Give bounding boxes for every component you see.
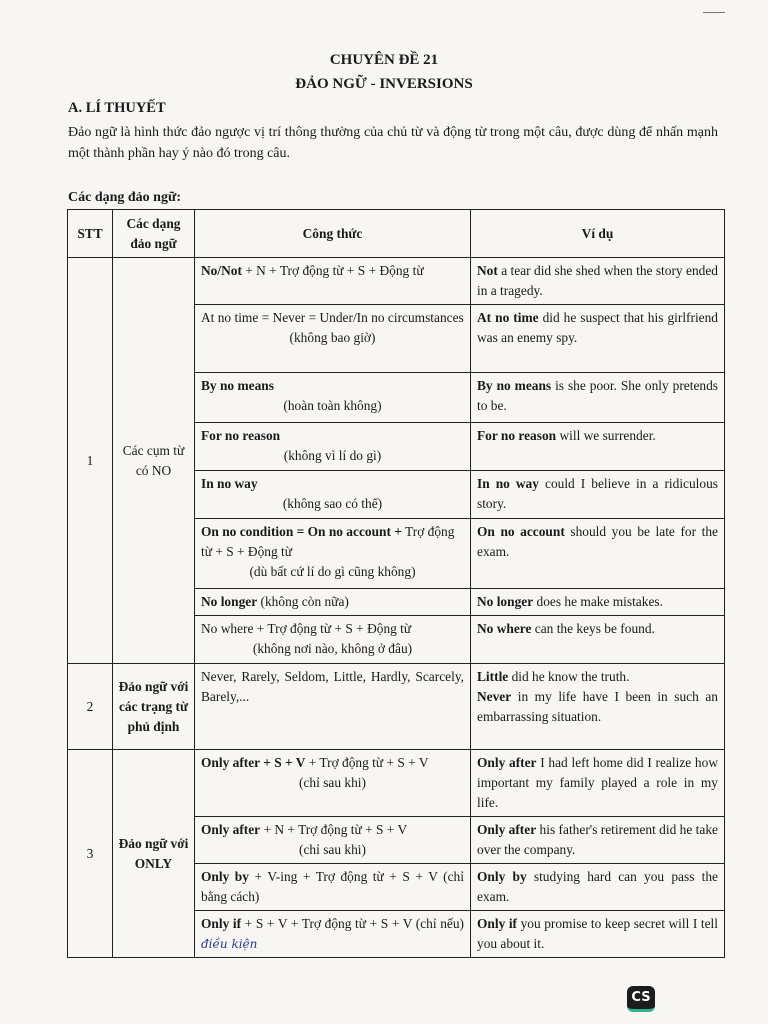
handwritten-note: điều kiện <box>201 937 258 951</box>
document-title: CHUYÊN ĐỀ 21 <box>329 52 439 68</box>
example-cell: No longer does he make mistakes. <box>471 589 725 616</box>
formula-cell: At no time = Never = Under/In no circumstances (không bao giờ) <box>195 305 471 373</box>
category-cell: Các cụm từ có NO <box>113 258 195 664</box>
example-cell: Only by studying hard can you pass the exam. <box>471 864 725 911</box>
example-cell: Little did he know the truth. Never in my life have I been in such an embarrassing situation. <box>471 664 725 750</box>
table-header-row <box>68 210 725 258</box>
example-cell: For no reason will we surrender. <box>471 423 725 471</box>
example-cell: Only after I had left home did I realize how important my family played a role in my life. <box>471 750 725 817</box>
category-cell: Đảo ngữ với các trạng từ phủ định <box>113 664 195 750</box>
formula-cell: On no condition = On no account + Trợ động từ + S + Động từ (dù bất cứ lí do gì cũng không) <box>195 519 471 589</box>
formula-cell: Only after + N + Trợ động từ + S + V (chỉ sau khi) <box>195 817 471 864</box>
example-cell: In no way could I believe in a ridiculous story. <box>471 471 725 519</box>
example-cell: Only if you promise to keep secret will I tell you about it. <box>471 911 725 958</box>
formula-cell: No/Not + N + Trợ động từ + S + Động từ <box>195 258 471 305</box>
formula-cell: Only if + S + V + Trợ động từ + S + V (chỉ nếu) điều kiện <box>195 911 471 958</box>
stt-cell: 1 <box>68 258 113 664</box>
stt-cell: 3 <box>68 750 113 958</box>
formula-cell: No where + Trợ động từ + S + Động từ (không nơi nào, không ở đâu) <box>195 616 471 664</box>
category-cell: Đảo ngữ với ONLY <box>113 750 195 958</box>
stt-cell: 2 <box>68 664 113 750</box>
formula-cell: Only after + S + V + Trợ động từ + S + V (chỉ sau khi) <box>195 750 471 817</box>
formula-cell: In no way (không sao có thể) <box>195 471 471 519</box>
header-example: Ví dụ <box>471 210 725 258</box>
formula-cell: By no means (hoàn toàn không) <box>195 373 471 423</box>
example-cell: Only after his father's retirement did he take over the company. <box>471 817 725 864</box>
camscanner-logo: CS <box>627 986 655 1012</box>
example-cell: On no account should you be late for the exam. <box>471 519 725 589</box>
formula-cell: Only by + V-ing + Trợ động từ + S + V (chỉ bằng cách) <box>195 864 471 911</box>
scan-mark <box>703 12 725 13</box>
intro-paragraph: Đảo ngữ là hình thức đảo ngược vị trí thông thường của chủ từ và động từ trong một câu, được dùng để nhấn mạnh một thành phần hay ý nào đó trong câu. <box>68 125 718 161</box>
table-caption: Các dạng đảo ngữ: <box>68 190 182 205</box>
header-formula: Công thức <box>195 210 471 258</box>
table-row <box>68 750 725 817</box>
document-subtitle: ĐẢO NGỮ - INVERSIONS <box>295 76 473 92</box>
formula-cell: Never, Rarely, Seldom, Little, Hardly, Scarcely, Barely,... <box>195 664 471 750</box>
header-category: Các dạng đảo ngữ <box>113 210 195 258</box>
formula-cell: For no reason (không vì lí do gì) <box>195 423 471 471</box>
table-row <box>68 664 725 750</box>
example-cell: No where can the keys be found. <box>471 616 725 664</box>
example-cell: Not a tear did she shed when the story ended in a tragedy. <box>471 258 725 305</box>
table-row <box>68 258 725 305</box>
section-heading: A. LÍ THUYẾT <box>68 100 166 116</box>
example-cell: At no time did he suspect that his girlfriend was an enemy spy. <box>471 305 725 373</box>
example-cell: By no means is she poor. She only pretends to be. <box>471 373 725 423</box>
header-stt: STT <box>68 210 113 258</box>
formula-cell: No longer (không còn nữa) <box>195 589 471 616</box>
inversion-table <box>67 209 725 958</box>
